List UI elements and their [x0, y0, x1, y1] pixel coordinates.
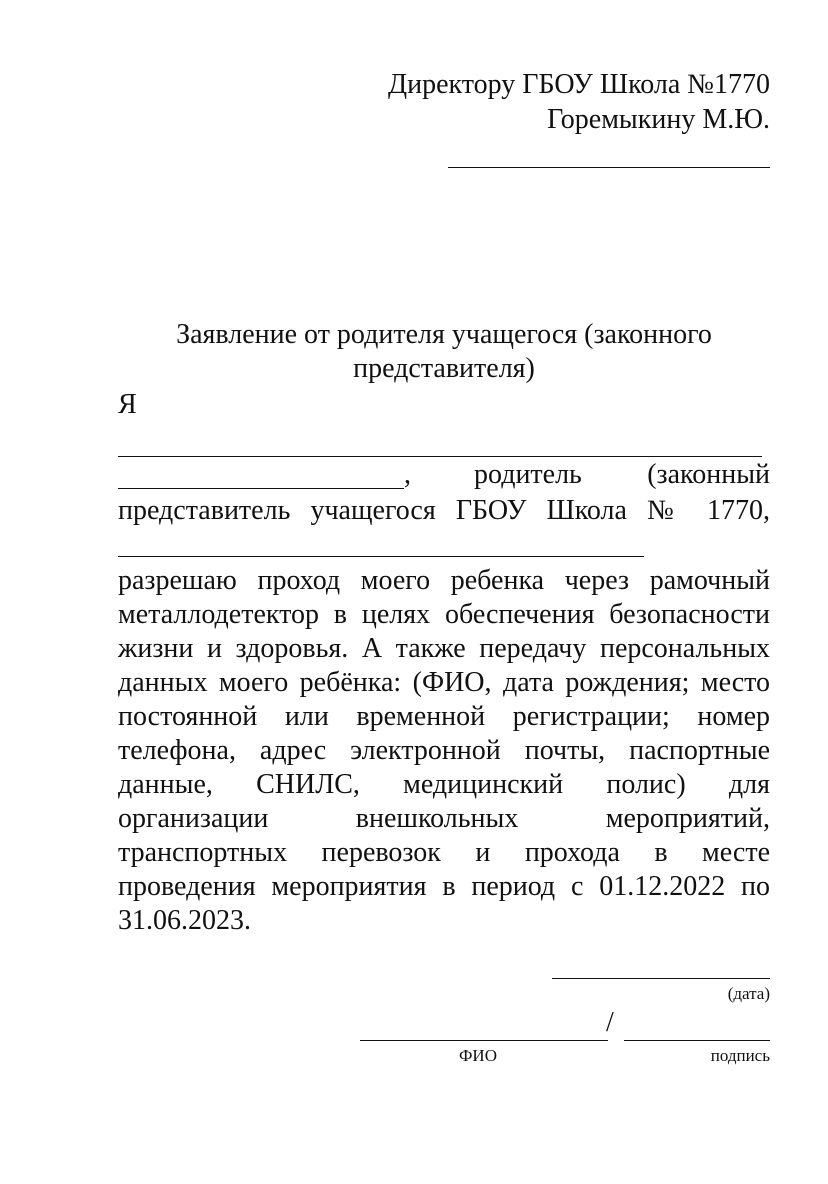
fio-blank	[360, 1040, 608, 1041]
paragraph-line-6: телефона, адрес электронной почты, паспортные	[118, 735, 770, 766]
word-roditel: родитель	[474, 459, 582, 490]
parent-name-blank-2	[118, 488, 404, 489]
comma: ,	[404, 459, 411, 490]
representative-line: представитель учащегося ГБОУ Школа № 1770,	[118, 495, 770, 526]
parent-name-blank	[118, 456, 762, 457]
ya-label: Я	[118, 389, 137, 420]
paragraph-line-8: организации внешкольных мероприятий,	[118, 803, 770, 834]
paragraph-line-5: постоянной или временной регистрации; номер	[118, 701, 770, 732]
addressee-line-2: Горемыкину М.Ю.	[547, 104, 770, 135]
paragraph-line-7: данные, СНИЛС, медицинский полис) для	[118, 769, 770, 800]
signature-blank	[624, 1040, 770, 1041]
document-title-line-2: представителя)	[353, 353, 535, 384]
word-zakonny: (законный	[647, 459, 770, 490]
date-caption: (дата)	[727, 984, 770, 1003]
paragraph-line-3: жизни и здоровья. А также передачу персональных	[118, 633, 770, 664]
paragraph-line-4: данных моего ребёнка: (ФИО, дата рождения; место	[118, 667, 770, 698]
slash-separator: /	[606, 1007, 614, 1038]
paragraph-line-1: разрешаю проход моего ребенка через рамочный	[118, 565, 770, 596]
addressee-underline	[448, 167, 770, 168]
addressee-line-1: Директору ГБОУ Школа №1770	[388, 69, 770, 100]
date-blank	[552, 978, 770, 979]
paragraph-line-2: металлодетектор в целях обеспечения безопасности	[118, 599, 770, 630]
paragraph-line-9: транспортных перевозок и прохода в месте	[118, 837, 770, 868]
paragraph-last-line: 31.06.2023.	[118, 905, 251, 936]
fio-caption: ФИО	[459, 1046, 497, 1065]
student-name-blank	[118, 556, 644, 557]
paragraph-line-10: проведения мероприятия в период с 01.12.2022 по	[118, 871, 770, 902]
signature-caption: подпись	[710, 1046, 770, 1065]
document-title-line-1: Заявление от родителя учащегося (законного	[176, 319, 712, 350]
